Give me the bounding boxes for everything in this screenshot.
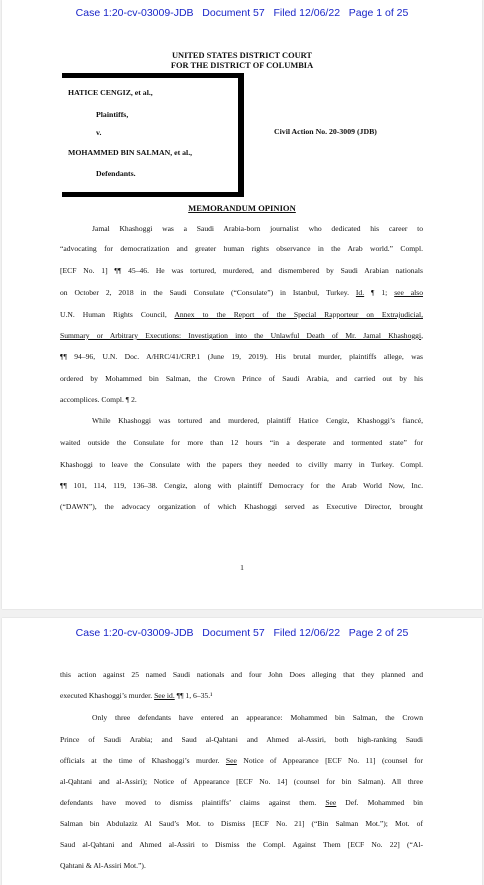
- body-line: [ECF No. 1] ¶¶ 45–46. He was tortured, murdered, and dismembered by Saudi Arabian nationals: [60, 266, 423, 275]
- ecf-header: Case 1:20-cv-03009-JDB Document 57 Filed 12/06/22 Page 2 of 25: [75, 627, 409, 639]
- body-line: Only three defendants have entered an appearance: Mohammed bin Salman, the Crown: [92, 713, 423, 722]
- see-also-signal: see also: [394, 288, 424, 297]
- body-line: officials at the time of Khashoggi’s murder. See Notice of Appearance [ECF No. 11] (counsel for: [60, 756, 423, 765]
- see-signal: See: [325, 798, 337, 807]
- body-line: Saud al-Qahtani and Ahmed al-Assiri to Dismiss the Compl. Against Them [ECF No. 22] (“Al-: [60, 840, 423, 849]
- body-line: al-Qahtani and al-Assiri); Notice of Appearance [ECF No. 14] (counsel for bin Salman). All three: [60, 777, 423, 786]
- document-page-1: [2, 0, 482, 609]
- body-line: Qahtani & Al-Assiri Mot.”).: [60, 861, 146, 870]
- plaintiff-name: HATICE CENGIZ, et al.,: [68, 88, 153, 97]
- defendant-name: MOHAMMED BIN SALMAN, et al.,: [68, 148, 193, 157]
- body-line: waited outside the Consulate for more than 12 hours “in a desperate and tormented state” for: [60, 438, 423, 447]
- body-line: Summary or Arbitrary Executions: Investigation into the Unlawful Death of Mr. Jamal Khashoggi,: [60, 331, 423, 340]
- body-line: defendants have moved to dismiss plaintiffs’ claims against them. See Def. Mohammed bin: [60, 798, 423, 807]
- body-line: “advocating for democratization and greater human rights observance in the Arab world.” Compl.: [60, 244, 423, 253]
- id-citation: Id.: [355, 288, 365, 297]
- court-name: [2, 51, 482, 71]
- body-line: on October 2, 2018 in the Saudi Consulate (“Consulate”) in Istanbul, Turkey. Id. ¶ 1; see also: [60, 288, 424, 297]
- report-title-citation: Summary or Arbitrary Executions: Investigation into the Unlawful Death of Mr. Jamal Khashoggi: [60, 331, 422, 340]
- see-signal: See: [225, 756, 237, 765]
- body-line: Salman bin Abdulaziz Al Saud’s Mot. to Dismiss [ECF No. 21] (“Bin Salman Mot.”); Mot. of: [60, 819, 423, 828]
- plaintiff-role: Plaintiffs,: [96, 110, 129, 119]
- ecf-header: Case 1:20-cv-03009-JDB Document 57 Filed 12/06/22 Page 1 of 25: [75, 7, 409, 19]
- report-title-citation: Annex to the Report of the Special Rapporteur on Extrajudicial,: [174, 310, 423, 319]
- defendant-role: Defendants.: [96, 169, 136, 178]
- body-line: ¶¶ 101, 114, 119, 136–38. Cengiz, along with plaintiff Democracy for the Arab World Now, Inc.: [60, 481, 423, 490]
- opinion-title: MEMORANDUM OPINION: [188, 203, 296, 213]
- document-page-2: [2, 618, 482, 885]
- body-line: Khashoggi to leave the Consulate with the papers they needed to civilly marry in Turkey. Compl.: [60, 460, 423, 469]
- body-line: ordered by Mohammed bin Salman, the Crown Prince of Saudi Arabia, and carried out by his: [60, 374, 423, 383]
- versus: v.: [96, 128, 102, 137]
- body-line: ¶¶ 94–96, U.N. Doc. A/HRC/41/CRP.1 (June 19, 2019). His brutal murder, plaintiffs allege, was: [60, 352, 423, 361]
- civil-action-number: Civil Action No. 20-3009 (JDB): [274, 127, 377, 136]
- body-line: Prince of Saudi Arabia; and Saud al-Qahtani and Ahmed al-Assiri, both high-ranking Saudi: [60, 735, 423, 744]
- court-line-2: FOR THE DISTRICT OF COLUMBIA: [170, 61, 314, 70]
- body-line: accomplices. Compl. ¶ 2.: [60, 395, 137, 404]
- see-id-citation: See id.: [154, 691, 175, 700]
- body-line: (“DAWN”), the advocacy organization of which Khashoggi served as Executive Director, brought: [60, 502, 423, 511]
- body-line: While Khashoggi was tortured and murdered, plaintiff Hatice Cengiz, Khashoggi’s fiancé,: [92, 416, 423, 425]
- body-line: this action against 25 named Saudi nationals and four John Does alleging that they planned and: [60, 670, 423, 679]
- court-line-1: UNITED STATES DISTRICT COURT: [171, 51, 313, 60]
- page-number: 1: [240, 563, 244, 572]
- body-line: Jamal Khashoggi was a Saudi Arabia-born journalist who dedicated his career to: [92, 224, 423, 233]
- body-line: executed Khashoggi’s murder. See id. ¶¶ 1, 6–35.¹: [60, 691, 213, 700]
- body-line: U.N. Human Rights Council, Annex to the Report of the Special Rapporteur on Extrajudicial,: [60, 310, 423, 319]
